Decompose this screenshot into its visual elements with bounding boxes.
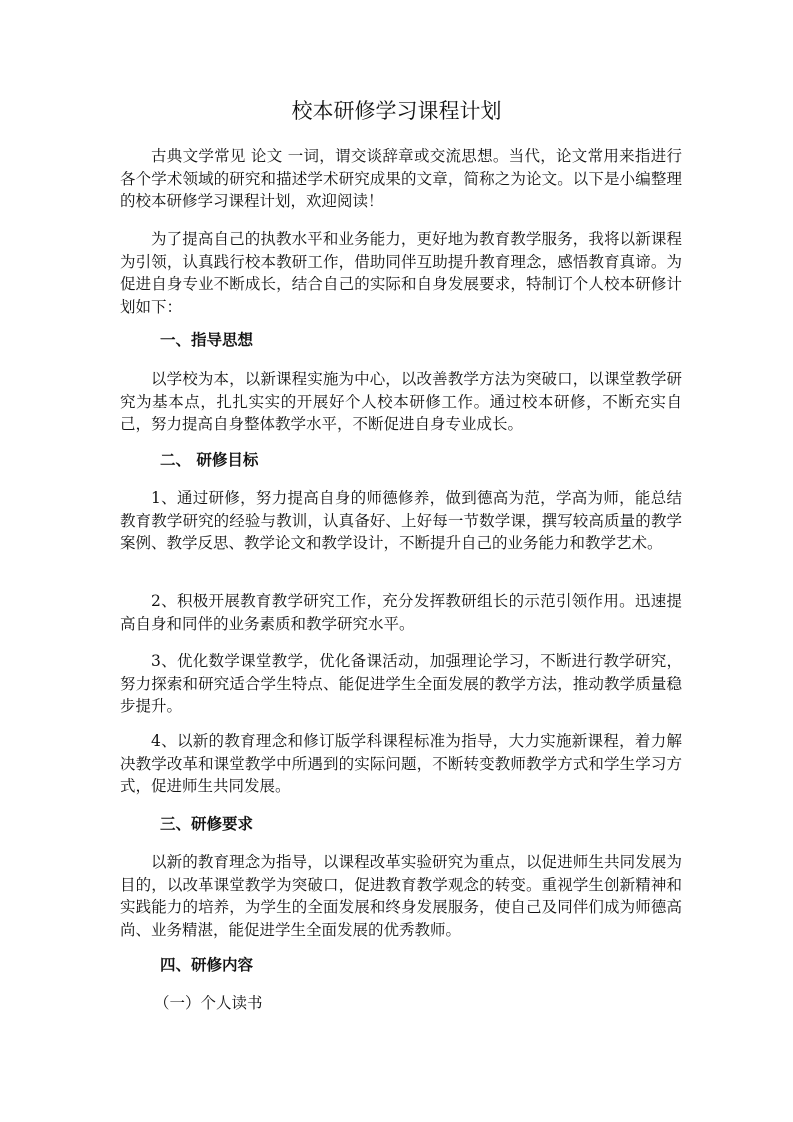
goal-item-4: 4、以新的教育理念和修订版学科课程标准为指导，大力实施新课程，着力解决教学改革和课堂教学中所遇到的实际问题，不断转变教师教学方式和学生学习方式，促进师生共同发展。	[120, 732, 682, 795]
intro-paragraph: 古典文学常见 论文 一词，谓交谈辞章或交流思想。当代，论文常用来指进行各个学术领域的研究和描述学术研究成果的文章，简称之为论文。以下是小编整理的校本研修学习课程计划，欢迎阅读！	[120, 147, 682, 210]
document-title: 校本研修学习课程计划	[291, 99, 502, 123]
section-3-paragraph: 以新的教育理念为指导，以课程改革实验研究为重点，以促进师生共同发展为目的，以改革课堂教学为突破口，促进教育教学观念的转变。重视学生创新精神和实践能力的培养，为学生的全面发展和终身发展服务，使自己及同伴们成为师德高尚、业务精湛，能促进学生全面发展的优秀教师。	[120, 853, 682, 939]
section-3-heading: 三、研修要求	[160, 815, 254, 833]
section-1-heading: 一、指导思想	[160, 331, 254, 349]
goal-item-1: 1、通过研修，努力提高自身的师德修养，做到德高为范，学高为师，能总结教育教学研究的经验与教训，认真备好、上好每一节数学课，撰写较高质量的教学案例、教学反思、教学论文和教学设计，不断提升自己的业务能力和教学艺术。	[120, 489, 682, 552]
section-1-paragraph: 以学校为本，以新课程实施为中心，以改善教学方法为突破口，以课堂教学研究为基本点，扎扎实实的开展好个人校本研修工作。通过校本研修，不断充实自己，努力提高自身整体教学水平，不断促进自身专业成长。	[120, 370, 682, 433]
goal-item-2: 2、积极开展教育教学研究工作，充分发挥教研组长的示范引领作用。迅速提高自身和同伴的业务素质和教学研究水平。	[120, 592, 682, 633]
section-2-heading: 二、 研修目标	[160, 451, 259, 469]
section-4-subheading-1: （一）个人读书	[154, 994, 263, 1012]
goal-item-3: 3、优化数学课堂教学，优化备课活动，加强理论学习，不断进行教学研究，努力探索和研究适合学生特点、能促进学生全面发展的教学方法，推动教学质量稳步提升。	[120, 652, 682, 715]
section-4-heading: 四、研修内容	[160, 956, 254, 974]
preface-paragraph: 为了提高自己的执教水平和业务能力，更好地为教育教学服务，我将以新课程为引领，认真践行校本教研工作，借助同伴互助提升教育理念，感悟教育真谛。为促进自身专业不断成长，结合自己的实际和自身发展要求，特制订个人校本研修计划如下：	[120, 230, 682, 316]
